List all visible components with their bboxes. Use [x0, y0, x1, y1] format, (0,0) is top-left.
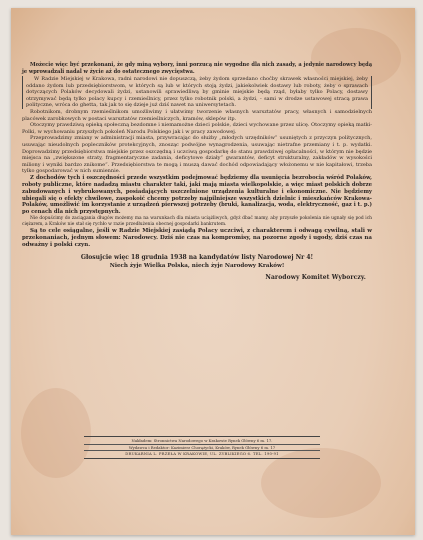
paragraph-administration: Przeprowadzimy zmiany w administracji miasta, przywracając do służby „młodych urzędników” usuniętych z przyczyn politycznych, usuwając nieudolnych popleczników protekcyjnych, znosząc podwójne wynagrodzenia, usuwając nietrafne przemiany i t. p. wydatki. Doprowadzimy przedsiębiorstwa miejskie przez oszczędną i uczciwą gospodarkę do stanu prawdziwej opłacalności, w którym nie będzie miejsca na „zwiększone straty, fragmentaryczne zadania, deficytowe działy” gwarantów, deficyt strukturalny, zakładów w wysokości miliony i wyniki bardzo znikome”. Przedsiębiorstwa te mogą i muszą dawać dochód odpowiadający włożonemu w nie kapitałowi, trzeba tylko gospodarować w nich sumiennie.: [22, 135, 372, 175]
election-call: Głosujcie więc 18 grudnia 1938 na kandydatów listy Narodowej Nr 4!: [80, 254, 314, 262]
paragraph-workers: Robotnikom, drobnym rzemieślnikom umożliwimy i ułatwimy tworzenie własnych warsztatów pracy, własnych i samodzielnych placówek zarobkowych w postaci warsztatów rzemieślniczych, kramów, sklepów itp.: [22, 109, 372, 122]
imprint-editor: Wydawca i Redaktor: Kazimierz Chorążycki, Kraków, Rynek Główny 6 m. 17: [84, 444, 320, 451]
paragraph-debts: Nie dopuścimy do zaciągania długów możemy ma na warunkach dla miasta uciążliwych, gdyż dbać mamy, aby przyszłe pokolenia nie ugnały się pod ich ciężarem, a Kraków nie stał się rychło w razie przedłużenia obecnej gospodarki bankrutem.: [22, 216, 372, 227]
lead-paragraph: Możecie więc być przekonani, że gdy miną wybory, inni porzucą nie wygodne dla nich zasady, a jedynie narodowcy będą je wprowadzali nadal w życie aż do ostatecznego zwycięstwa.: [22, 62, 372, 76]
closing-paragraph: Są to cele osiągalne, jeśli w Radzie Miejskiej zasiądą Polacy uczciwi, z charakterem i odwagą cywilną, stali w przekonaniach, jednym słowem: Narodowcy. Dziś nie czas na kompromisy, na pozorne zgody i ugody, dziś czas na odważny i polski czyn.: [22, 227, 372, 248]
framed-paragraph: W Radzie Miejskiej w Krakowa, radni narodowi nie dopuszczą, żeby żydom sprzedano choćby skrawek własności miejskiej, żeby oddano żydom lub przedsiębiorstwom, w których są lub w których stoją żydzi, jakiekolwiek dostawy lub roboty, żeby o sprawach dotyczących Polaków decydowali żydzi, ustanowili sprawiedliwą by gminie miejskie będą rząd, byłaby tylko Polacy, dostawy otrzymywać będą tylko polacy kupcy i rzemieślnicy, przez tylko robotnik polski, a żydzi, - sami w drodze ustawowej stracą prawa polityczne, wróca do ghetta, tak jak to się dzieje już dziś nawet na uniwersytetach.: [22, 76, 372, 109]
leaflet-body: [22, 62, 372, 282]
paragraph-public-works: Z dochodów tych i oszczędności przede wszystkim podejmować będziemy dla usunięcia bezrobocia wśród Polaków, roboty publiczne, które nadadzą miastu charakter taki, jaki mają miasta wielkopolskie, a więc miast polskich dobrze zabudowanych i wybrukowanych, posiadających uszczelnione urządzenia kulturalne i ekonomiczne. Nie będziemy ubiegali się o efekty chwilowe, zaspokoić chcemy potrzeby najpilniejsze wszystkich dzielnic i mieszkańców Krakowa-Polaków, umożliwić im korzystanie z urządzeń pierwszej potrzeby (bruki, kanalizacja, woda, elektryczność, gaz i t. p.) po cenach dla nich przystępnych.: [22, 174, 372, 216]
imprint-printer: DRUKARNIA L. PRZEŁA W KRAKOWIE, UL. ZYBLIKIEGO 6. TEL. 190-91: [84, 450, 320, 457]
imprint-box: [84, 436, 320, 459]
imprint-publisher: Nakładem: Stronnictwa Narodowego w Krakowie Rynek Główny 6 m. 17.: [131, 438, 273, 443]
paper-stain: [21, 388, 91, 478]
signature-committee: Narodowy Komitet Wyborczy.: [265, 274, 366, 282]
slogan: Niech żyje Wielka Polska, niech żyje Narodowy Kraków!: [109, 262, 285, 269]
paragraph-children: Otoczymy prawdziwą opieką społeczną bezdomne i niemamożne dzieci polskie, dzieci wychowane przez ulicę. Otoczymy opieką matki-Polki, w wychowaniu przyszłych pokoleń Narodu Polskiego jak i w pracy zawodowej.: [22, 122, 372, 135]
